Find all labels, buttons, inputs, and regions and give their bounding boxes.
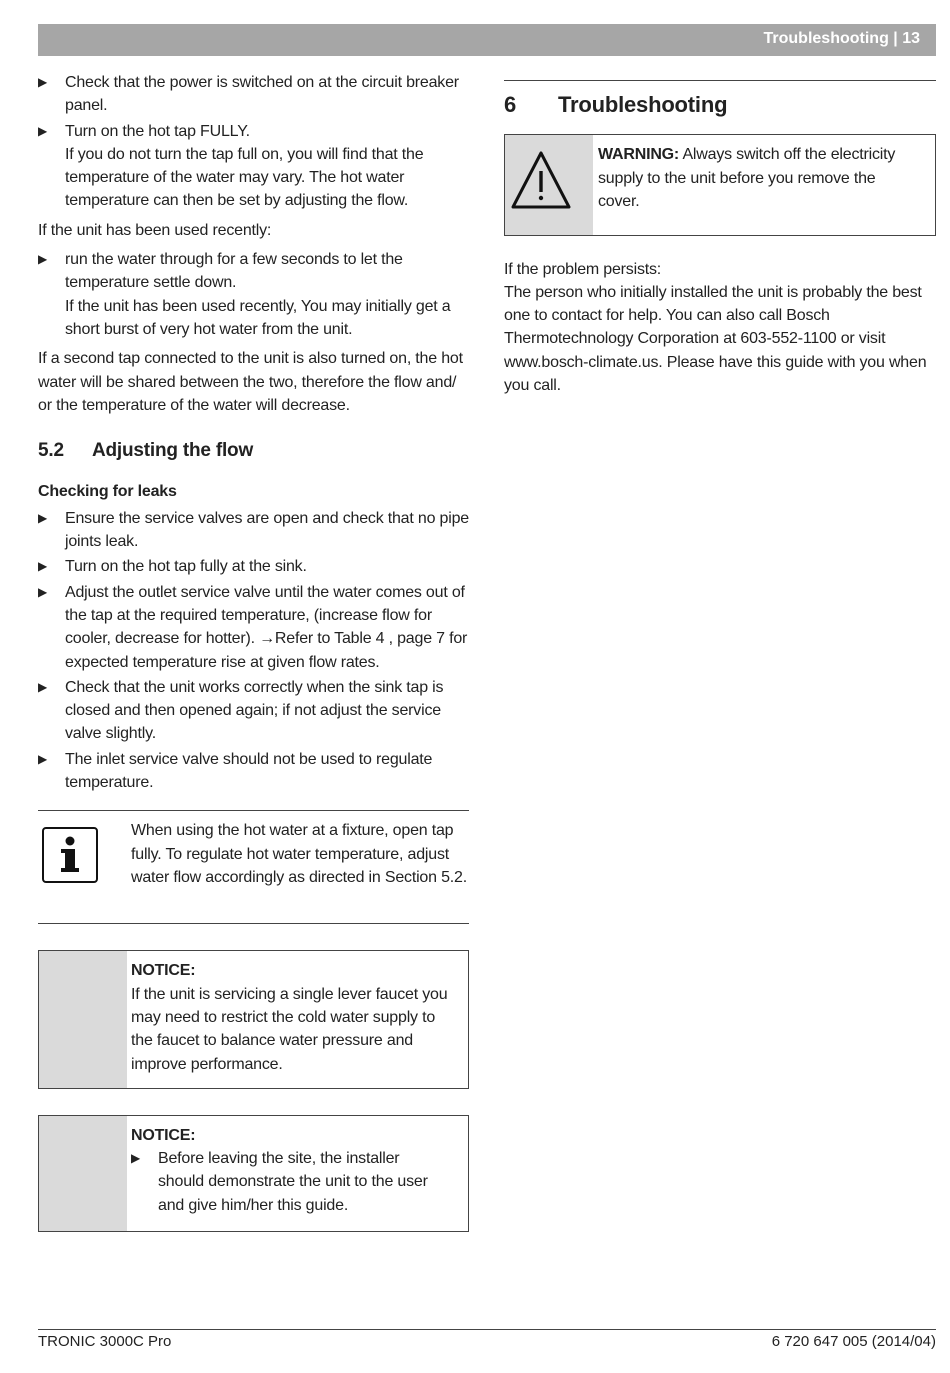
bullet-arrow-icon: ▶ [38,679,48,694]
notice-box [38,1115,469,1232]
chapter-title: Troubleshooting [558,92,728,117]
list-item [38,507,469,554]
warning-icon-area [505,135,593,234]
notice-icon-area [39,951,127,1087]
bullet-arrow-icon: ▶ [38,751,48,766]
list-item [38,555,469,578]
bullet-text: Ensure the service valves are open and check that no pipe joints leak. [65,509,469,551]
list-item [38,676,469,746]
list-item [131,1147,448,1217]
bullet-text: Adjust the outlet service valve until the water comes out of the tap at the required temperature, (increase flow for cooler, decrease for hotter). →Refer to Table 4 , page 7 for expected temperature rise at given flow rates. [65,583,468,671]
page-header-bar [38,24,936,56]
bullet-text: The inlet service valve should not be used to regulate temperature. [65,750,433,792]
subsection-heading: Checking for leaks [38,483,177,501]
bullet-text: Check that the power is switched on at the circuit breaker panel. [65,74,459,115]
notice-title: NOTICE: [131,1126,196,1144]
notice-box [38,950,469,1088]
info-icon [42,827,98,883]
page-footer [38,1329,936,1350]
bullet-detail: If you do not turn the tap full on, you will find that the temperature of the water may vary. The hot water temperature can then be set by adjusting the flow. [65,145,424,210]
chapter-number: 6 [504,92,517,117]
warning-triangle-icon [505,135,593,227]
notice-text: If the unit is servicing a single lever faucet you may need to restrict the cold water supply to the faucet to balance water pressure and improve performance. [131,985,448,1073]
bullet-arrow-icon: ▶ [131,1151,141,1166]
section-number: 5.2 [38,440,64,462]
bullet-arrow-icon: ▶ [38,584,48,599]
footer-doc-code: 6 720 647 005 (2014/04) [771,1333,936,1350]
list-item [38,248,469,341]
warning-label: WARNING: [598,146,680,164]
bullet-text: Before leaving the site, the installer should demonstrate the unit to the user and give him/her this guide. [158,1150,428,1214]
section-heading [38,439,469,462]
bullet-arrow-icon: ▶ [38,75,48,89]
section-title: Adjusting the flow [92,440,254,462]
notice-icon-area [39,1116,127,1231]
second-tap-paragraph: If a second tap connected to the unit is also turned on, the hot water will be shared between the two, therefore the flow and/ or the temperature of the water will decrease. [38,350,463,414]
persists-text: If the problem persists: [504,260,662,278]
info-text: When using the hot water at a fixture, open tap fully. To regulate hot water temperature, adjust water flow accordingly as directed in Section 5.2. [131,822,467,886]
info-box [38,810,469,924]
list-item [38,748,469,795]
notice-title: NOTICE: [131,962,196,980]
bullet-arrow-icon: ▶ [38,252,48,267]
left-column [38,71,469,1232]
bullet-arrow-icon: ▶ [38,559,48,574]
bullet-text: Turn on the hot tap fully at the sink. [65,558,307,576]
bullet-detail: If the unit has been used recently, You may initially get a short burst of very hot water from the unit. [65,297,451,338]
list-item [38,581,469,674]
bullet-arrow-icon: ▶ [38,510,48,525]
chapter-heading [504,80,936,116]
contact-paragraph: The person who initially installed the unit is probably the best one to contact for help. You can also call Bosch Thermotechnology Corporation at 603-552-1100 or visit www.bosch-climate.us. Please have this guide with you when you call. [504,283,927,395]
list-item [38,71,469,118]
page-header-title: Troubleshooting | 13 [763,30,920,47]
bullet-text: Turn on the hot tap FULLY. [65,122,250,140]
footer-product: TRONIC 3000C Pro [38,1333,172,1350]
warning-box [504,134,936,235]
bullet-text: Check that the unit works correctly when the sink tap is closed and then opened again; if not adjust the service valve slightly. [65,678,444,743]
right-column [504,80,936,397]
warning-text: Always switch off the electricity supply to the unit before you remove the cover. [598,146,896,210]
list-item [38,120,469,213]
bullet-arrow-icon: ▶ [38,123,48,138]
recent-intro: If the unit has been used recently: [38,221,272,239]
bullet-text: run the water through for a few seconds to let the temperature settle down. [65,251,403,292]
